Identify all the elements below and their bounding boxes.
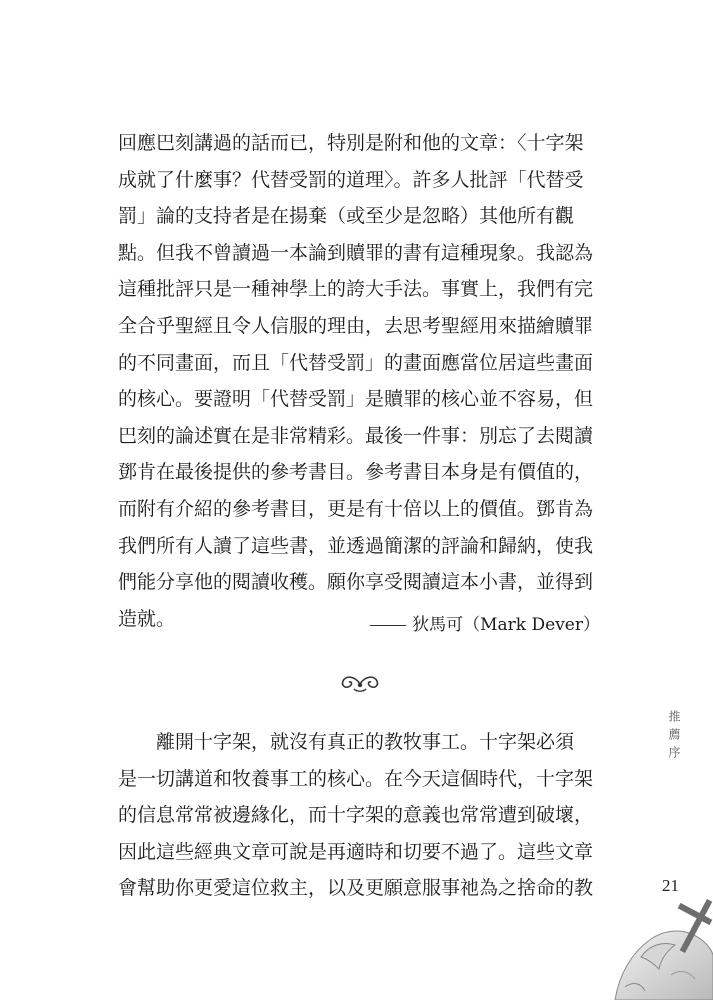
text-line: 們能分享他的閱讀收穫。願你享受閱讀這本小書，並得到: [118, 571, 594, 594]
text-line: 離開十字架，就沒有真正的教牧事工。十字架必須: [156, 731, 575, 753]
text-line: 巴刻的論述實在是非常精彩。最後一件事：別忘了去閱讀: [118, 424, 594, 447]
text-line: 的信息常常被邊緣化，而十字架的意義也常常遭到破壞，: [118, 804, 594, 827]
ornament-icon: [340, 672, 380, 694]
signature-name: 狄馬可（Mark Dever）: [412, 615, 600, 635]
text-line: 回應巴刻講過的話而已，特別是附和他的文章：〈十字架: [118, 132, 584, 154]
text-line: 的不同畫面，而且「代替受罰」的畫面應當位居這些畫面: [118, 351, 594, 374]
signature-dash: [370, 625, 406, 626]
text-line: 是一切講道和牧養事工的核心。在今天這個時代，十字架: [118, 767, 594, 790]
text-line: 會幫助你更愛這位救主，以及更願意服事祂為之捨命的教: [118, 877, 594, 900]
text-line: 的核心。要證明「代替受罰」是贖罪的核心並不容易，但: [118, 388, 594, 411]
signature: [370, 610, 600, 635]
text-line: 全合乎聖經且令人信服的理由，去思考聖經用來描繪贖罪: [118, 314, 594, 337]
text-line: 成就了什麼事？代替受罰的道理〉。許多人批評「代替受: [118, 168, 584, 191]
page-number: 21: [662, 876, 679, 895]
text-line: 造就。: [118, 607, 176, 630]
text-line: 罰」論的支持者是在揚棄（或至少是忽略）其他所有觀: [118, 205, 575, 228]
text-line: 我們所有人讀了這些書，並透過簡潔的評論和歸納，使我: [118, 534, 594, 557]
text-line: 這種批評只是一種神學上的誇大手法。事實上，我們有完: [118, 278, 594, 301]
lamb-cross-illustration-icon: [605, 895, 713, 1000]
text-line: 點。但我不曾讀過一本論到贖罪的書有這種現象。我認為: [118, 241, 594, 264]
paragraph-2: [118, 724, 608, 907]
paragraph-1: [118, 125, 608, 637]
text-line: 而附有介紹的參考書目，更是有十倍以上的價值。鄧肯為: [118, 497, 594, 520]
text-line: 鄧肯在最後提供的參考書目。參考書目本身是有價值的，: [118, 461, 594, 484]
text-line: 因此這些經典文章可說是再適時和切要不過了。這些文章: [118, 840, 594, 863]
side-label: 推薦序: [667, 710, 681, 764]
